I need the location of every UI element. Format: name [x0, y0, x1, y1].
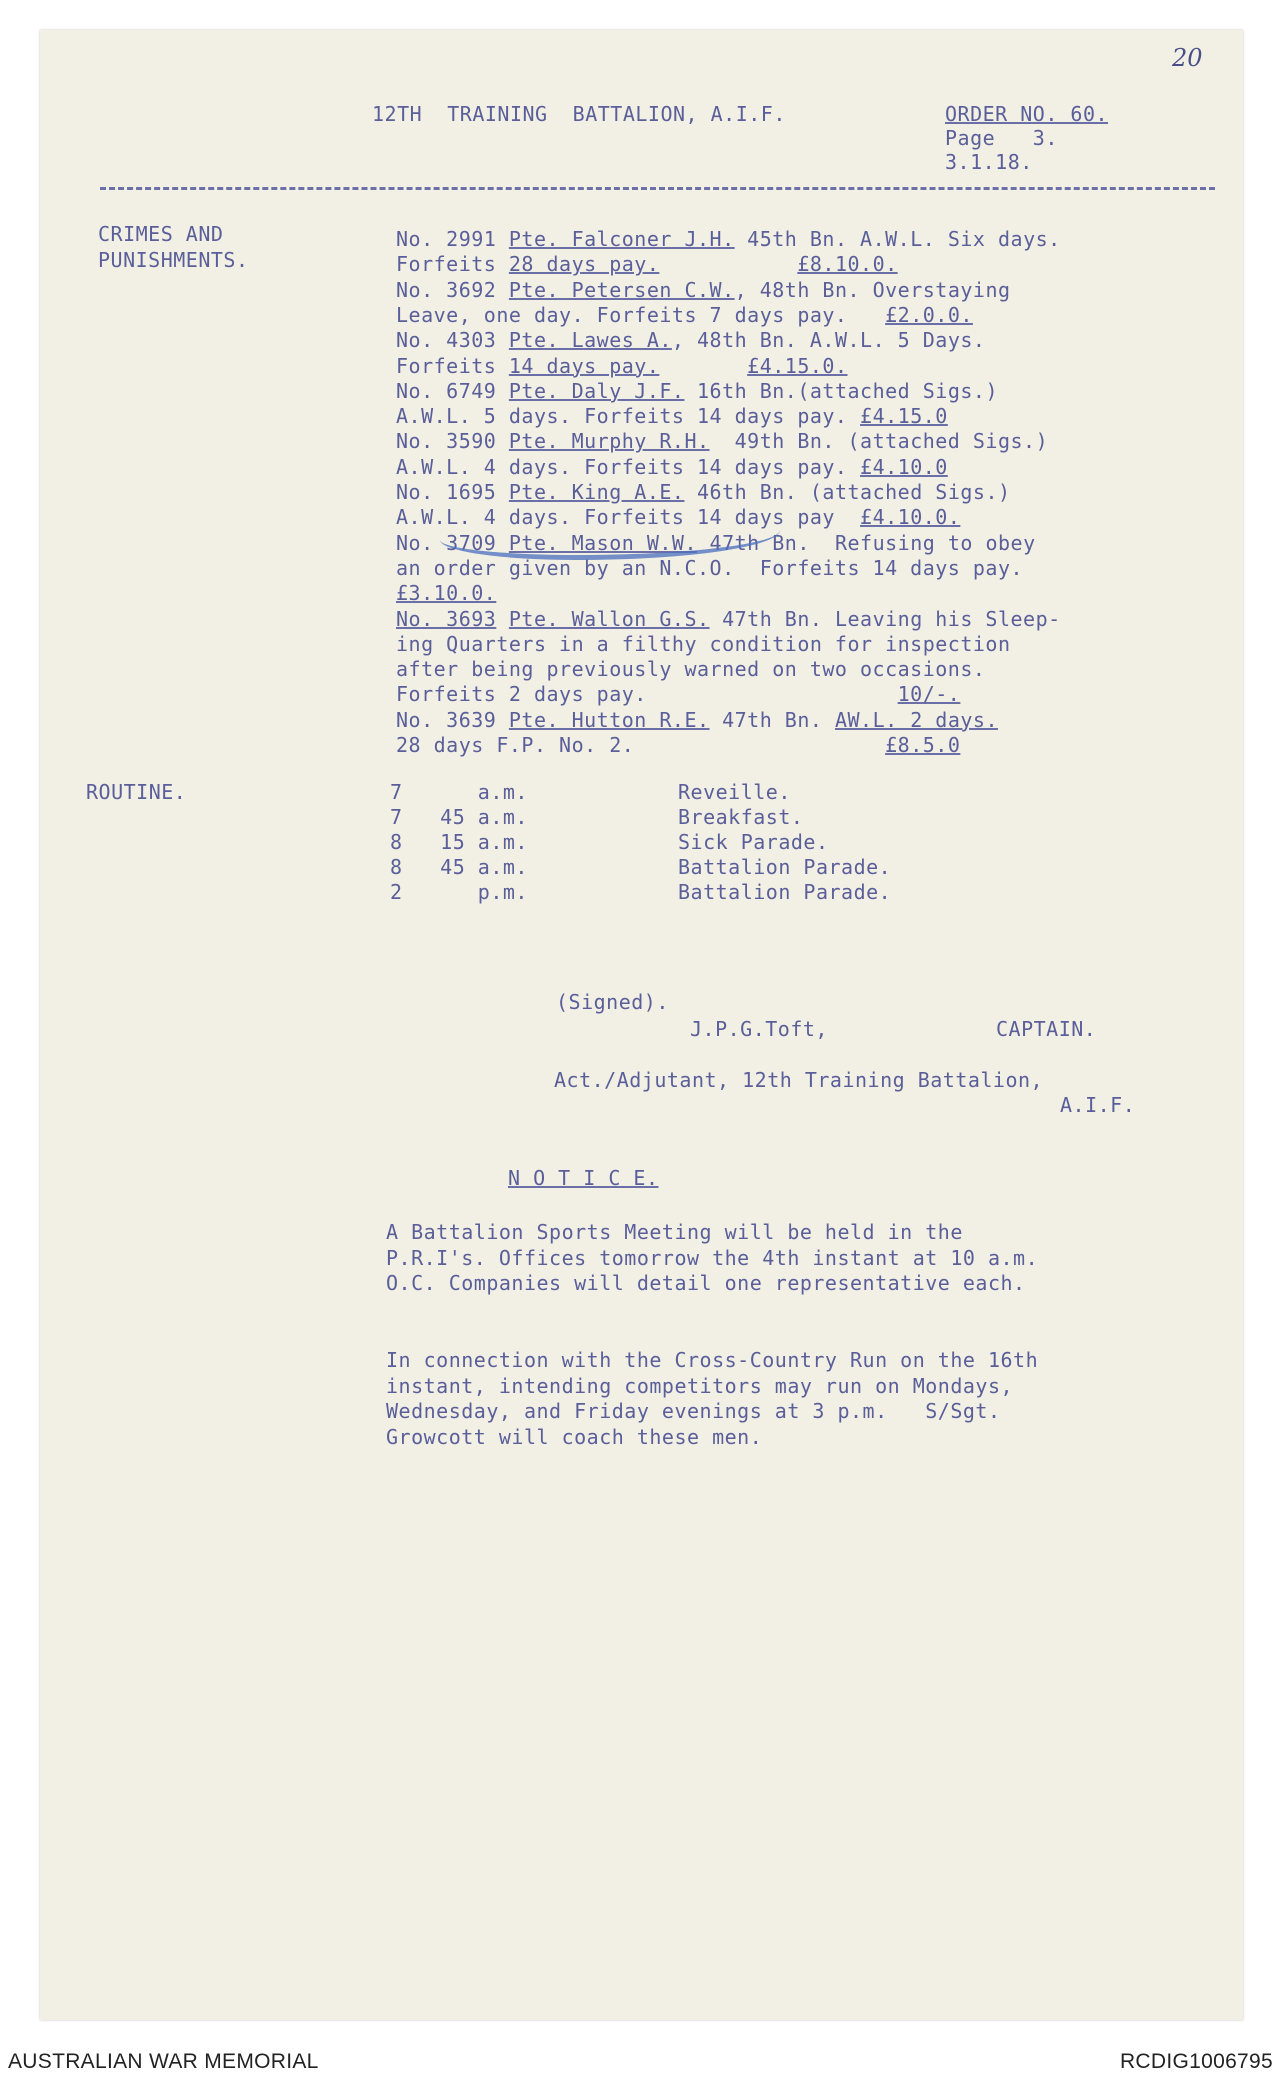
underlined-text: £8.10.0. [797, 252, 898, 277]
underlined-text: Pte. Mason W.W. [508, 530, 697, 555]
notice-line: In connection with the Cross-Country Run on the 16th [386, 1348, 1039, 1372]
underlined-text: Pte. Hutton R.E. [508, 707, 710, 732]
crime-line [396, 682, 960, 706]
notice-line: O.C. Companies will detail one representative each. [386, 1271, 1026, 1295]
underlined-text: Pte. Petersen C.W. [508, 277, 735, 302]
routine-time: 8 45 a.m. [390, 855, 528, 879]
line-text: ing Quarters in a filthy condition for inspection [396, 631, 1011, 656]
signatory-unit: A.I.F. [1060, 1093, 1136, 1117]
crime-line [396, 607, 1061, 631]
line-text: No. 3639 [396, 707, 509, 732]
line-text: 49th Bn. (attached Sigs.) [709, 429, 1049, 454]
order-date: 3.1.18. [945, 150, 1033, 174]
routine-event: Breakfast. [678, 805, 804, 829]
line-text: Forfeits 2 days pay. [396, 682, 898, 707]
line-text [496, 607, 509, 631]
underlined-text: No. 3693 [396, 606, 497, 631]
line-text [659, 252, 797, 276]
page-label: Page 3. [945, 126, 1058, 150]
underlined-text: Pte. Murphy R.H. [508, 429, 710, 454]
line-text: No. 6749 [396, 378, 509, 403]
routine-event: Battalion Parade. [678, 855, 892, 879]
underlined-text: AW.L. 2 days. [834, 707, 998, 732]
crime-line [396, 379, 998, 403]
line-text: A.W.L. 4 days. Forfeits 14 days pay. [396, 454, 861, 479]
routine-event: Sick Parade. [678, 830, 829, 854]
underlined-text: £8.5.0 [885, 733, 961, 757]
crime-line [396, 657, 985, 681]
line-text: 45th Bn. A.W.L. Six days. [734, 227, 1061, 251]
crime-line [396, 556, 1023, 580]
notice-line: Wednesday, and Friday evenings at 3 p.m. S/Sgt. [386, 1399, 1001, 1423]
underlined-text: 28 days pay. [508, 252, 660, 277]
footer-source: AUSTRALIAN WAR MEMORIAL [8, 2050, 319, 2073]
crime-line [396, 354, 848, 378]
crime-line [396, 328, 985, 352]
crimes-heading: CRIMES AND [98, 222, 224, 246]
crime-line [396, 581, 496, 605]
line-text [659, 354, 747, 378]
routine-time: 7 45 a.m. [390, 805, 528, 829]
line-text: Forfeits [396, 353, 509, 378]
underlined-text: Pte. King A.E. [508, 480, 685, 504]
line-text: Leave, one day. Forfeits 7 days pay. [396, 302, 886, 327]
underlined-text: Pte. Daly J.F. [508, 378, 685, 403]
notice-line: instant, intending competitors may run on Mondays, [386, 1373, 1014, 1398]
notice-line: Growcott will coach these men. [386, 1424, 763, 1449]
underlined-text: £4.10.0. [860, 505, 961, 530]
line-text: an order given by an N.C.O. Forfeits 14 days pay. [396, 555, 1024, 580]
line-text: No. 4303 [396, 328, 509, 353]
underlined-text: £2.0.0. [885, 302, 973, 327]
routine-time: 2 p.m. [390, 880, 528, 904]
underlined-text: £4.15.0. [747, 353, 848, 378]
notice-line: A Battalion Sports Meeting will be held in the [386, 1220, 963, 1244]
line-text: 16th Bn.(attached Sigs.) [684, 378, 998, 403]
crime-line [396, 455, 948, 479]
line-text: No. 2991 [396, 227, 509, 251]
routine-event: Battalion Parade. [678, 880, 892, 904]
signatory-name: J.P.G.Toft, [690, 1017, 828, 1041]
line-text: , 48th Bn. Overstaying [734, 277, 1011, 302]
line-text: A.W.L. 5 days. Forfeits 14 days pay. [396, 404, 861, 429]
routine-time: 8 15 a.m. [390, 830, 528, 854]
line-text: 47th Bn. [709, 707, 835, 732]
line-text: No. 3590 [396, 429, 509, 454]
crime-line [396, 480, 1011, 504]
unit-heading: 12TH TRAINING BATTALION, A.I.F. [372, 102, 786, 126]
routine-event: Reveille. [678, 780, 791, 804]
line-text: A.W.L. 4 days. Forfeits 14 days pay [396, 505, 861, 530]
order-number: ORDER NO. 60. [945, 102, 1109, 126]
crime-line [396, 404, 948, 428]
line-text: after being previously warned on two occasions. [396, 657, 986, 682]
notice-line: P.R.I's. Offices tomorrow the 4th instant at 10 a.m. [386, 1245, 1039, 1270]
crime-line [396, 303, 973, 327]
crime-line [396, 632, 1011, 656]
notice-heading: N O T I C E. [508, 1166, 659, 1190]
crime-line [396, 733, 960, 757]
underlined-text: 10/-. [897, 682, 961, 707]
footer-reference: RCDIG1006795 [1119, 2050, 1273, 2073]
crime-line [396, 429, 1048, 453]
underlined-text: Pte. Wallon G.S. [508, 606, 710, 631]
line-text: 47th Bn. Leaving his Sleep- [709, 606, 1061, 631]
line-text: No. 3692 [396, 277, 509, 302]
routine-time: 7 a.m. [390, 780, 528, 804]
line-text: No. 3709 [396, 530, 509, 555]
underlined-text: Pte. Lawes A. [508, 328, 672, 353]
line-text: , 48th Bn. A.W.L. 5 Days. [671, 328, 986, 353]
signed-label: (Signed). [556, 990, 669, 1014]
signatory-rank: CAPTAIN. [996, 1017, 1097, 1041]
routine-heading: ROUTINE. [86, 780, 187, 804]
underlined-text: £4.10.0 [860, 454, 948, 479]
crime-line [396, 278, 1011, 302]
crime-line [396, 252, 898, 276]
underlined-text: Pte. Falconer J.H. [508, 227, 735, 251]
punishments-heading: PUNISHMENTS. [98, 248, 249, 272]
underlined-text: £4.15.0 [860, 404, 948, 429]
underlined-text: £3.10.0. [396, 581, 497, 606]
line-text: Forfeits [396, 252, 509, 277]
crime-line [396, 227, 1061, 251]
signatory-role: Act./Adjutant, 12th Training Battalion, [554, 1068, 1044, 1092]
line-text: 47th Bn. Refusing to obey [697, 530, 1036, 555]
dashed-divider [100, 187, 1215, 190]
line-text: 28 days F.P. No. 2. [396, 733, 886, 757]
line-text: 46th Bn. (attached Sigs.) [684, 480, 1011, 504]
crime-line [396, 708, 998, 732]
line-text: No. 1695 [396, 480, 509, 504]
page-number: 20 [1172, 44, 1203, 72]
underlined-text: 14 days pay. [508, 353, 660, 378]
